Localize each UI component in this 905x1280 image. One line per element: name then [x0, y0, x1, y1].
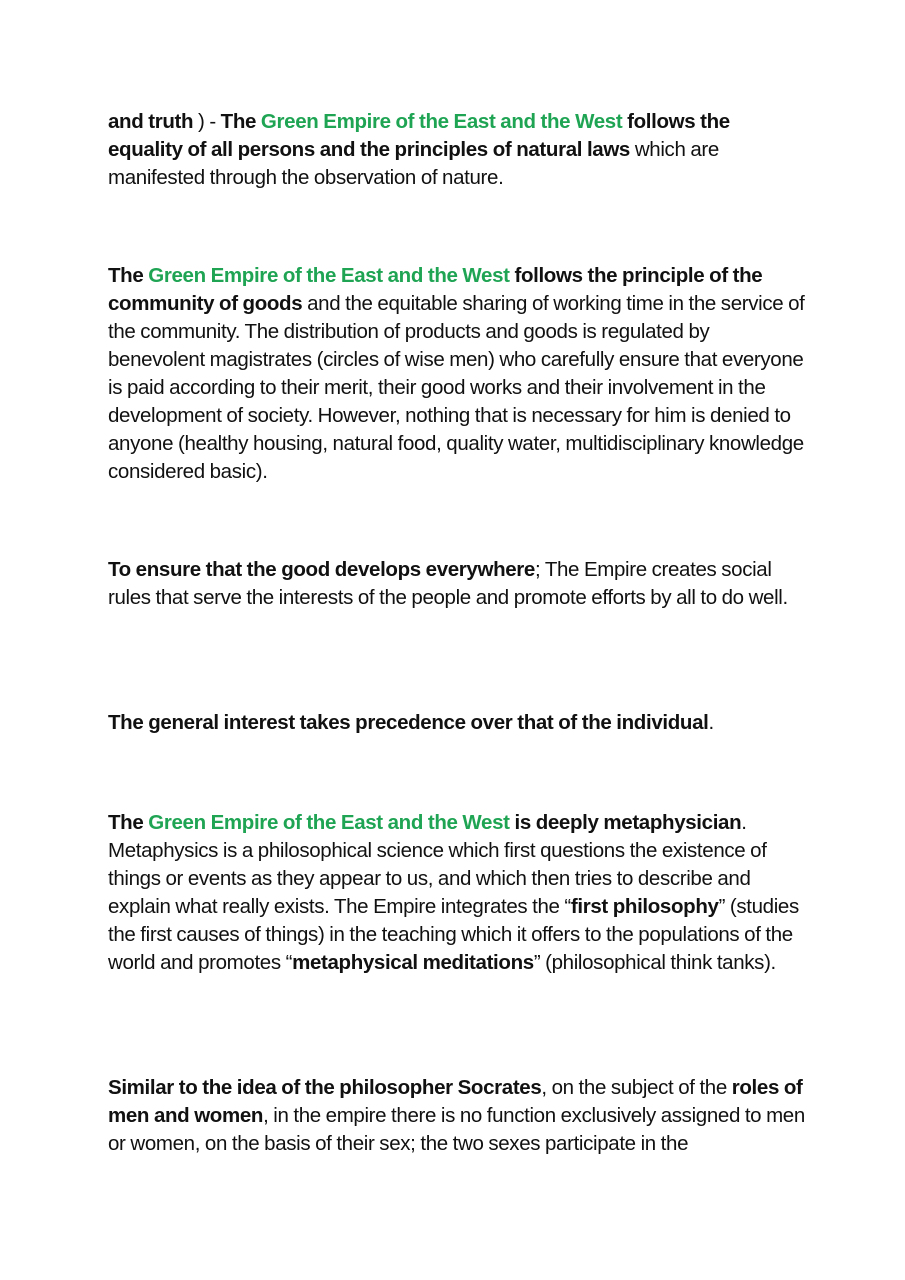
text-run: is deeply metaphysician	[509, 811, 742, 834]
text-run: first philosophy	[570, 895, 719, 918]
text-run: The	[108, 811, 149, 834]
paragraph-roles-of-men-and-women	[108, 1074, 808, 1158]
text-run: , in the empire there is no function exclusively assigned to men or women, on the basis of their sex; the two sexes participate in the	[108, 1104, 805, 1155]
paragraph-community-of-goods	[108, 262, 808, 486]
text-run: and the equitable sharing of working time in the service of the community. The distribution of products and goods is regulated by benevolent magistrates (circles of wise men) who carefully ensure that everyone is paid according to their merit, their good works and their involvement in the development of society. However, nothing that is necessary for him is denied to anyone (healthy housing, natural food, quality water, multidisciplinary knowledge considered basic).	[108, 292, 805, 483]
paragraph-metaphysics	[108, 809, 808, 977]
text-run: ” (philosophical think tanks).	[533, 951, 776, 974]
text-run: . Metaphysics is a philosophical science which first questions the existence of things or events as they appear to us, and which then tries to describe and explain what really exists. The Empire integrates the “	[108, 811, 767, 918]
text-run: , on the subject of the	[541, 1076, 732, 1099]
text-run: The	[108, 264, 149, 287]
text-run: metaphysical meditations	[292, 951, 534, 974]
text-run: roles of men and women	[108, 1076, 803, 1127]
paragraph-natural-laws	[108, 108, 808, 192]
text-run: ; The Empire creates social rules that serve the interests of the people and promote efforts by all to do well.	[108, 558, 788, 609]
empire-name-highlight: Green Empire of the East and the West	[260, 110, 623, 133]
text-run: The	[220, 110, 261, 133]
text-run: and truth	[108, 110, 194, 133]
text-run: The general interest takes precedence over that of the individual	[108, 711, 709, 734]
empire-name-highlight: Green Empire of the East and the West	[148, 264, 510, 287]
text-run: .	[708, 711, 714, 734]
text-run: follows the principle of the community of goods	[108, 264, 763, 315]
paragraph-good-develops	[108, 556, 808, 612]
text-run: follows the equality of all persons and the principles of natural laws	[108, 110, 730, 161]
text-run: which are manifested through the observation of nature.	[108, 138, 719, 189]
text-run: To ensure that the good develops everywhere	[108, 558, 535, 581]
paragraph-general-interest	[108, 709, 808, 737]
empire-name-highlight: Green Empire of the East and the West	[148, 811, 510, 834]
text-run: ” (studies the first causes of things) in the teaching which it offers to the populations of the world and promotes “	[108, 895, 799, 974]
text-run: Similar to the idea of the philosopher Socrates	[108, 1076, 542, 1099]
text-run: ) -	[193, 110, 221, 133]
